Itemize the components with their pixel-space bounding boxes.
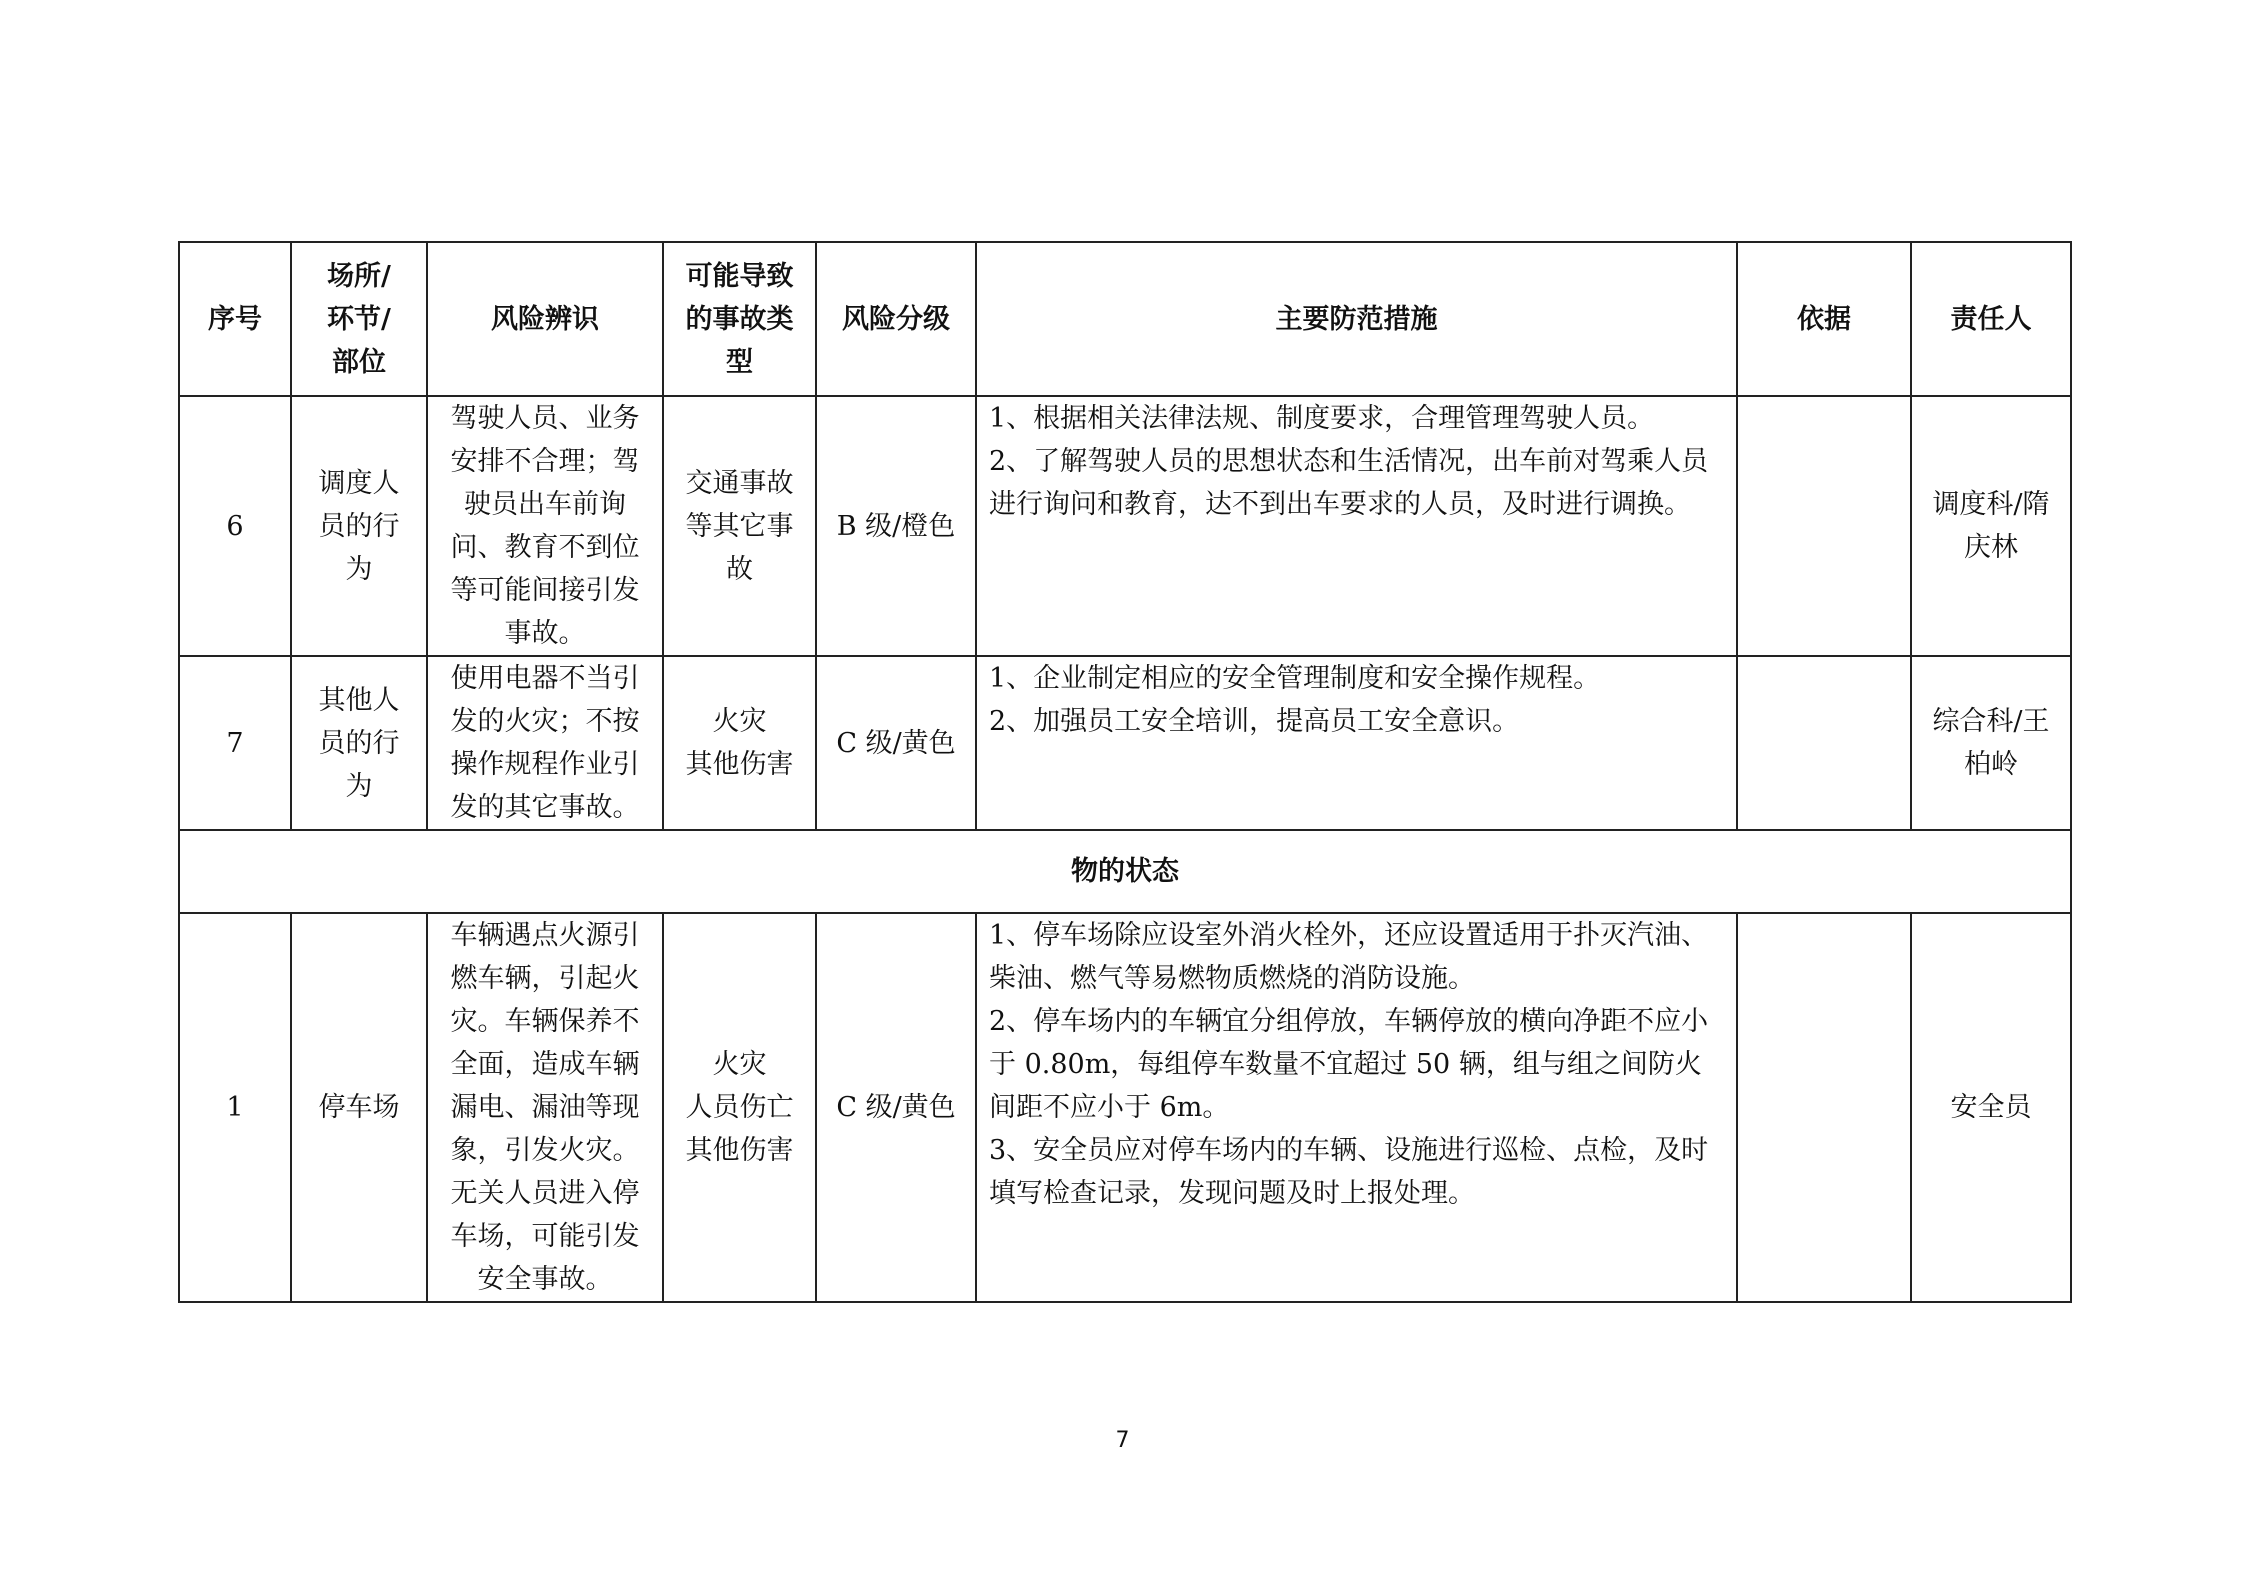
cell-basis bbox=[1737, 913, 1911, 1302]
cell-risk: 车辆遇点火源引 燃车辆，引起火 灾。车辆保养不 全面，造成车辆 漏电、漏油等现 象，引发火灾。 无关人员进入停 车场，可能引发 安全事故。 bbox=[427, 913, 663, 1302]
risk-table bbox=[178, 241, 2072, 1303]
cell-accident: 交通事故 等其它事 故 bbox=[663, 396, 816, 656]
table-row bbox=[179, 913, 2071, 1302]
cell-seq: 6 bbox=[179, 396, 291, 656]
cell-level: C 级/黄色 bbox=[816, 913, 976, 1302]
header-accident: 可能导致 的事故类 型 bbox=[663, 242, 816, 396]
header-seq: 序号 bbox=[179, 242, 291, 396]
header-basis: 依据 bbox=[1737, 242, 1911, 396]
section-title: 物的状态 bbox=[179, 830, 2071, 913]
cell-level: C 级/黄色 bbox=[816, 656, 976, 830]
header-measures: 主要防范措施 bbox=[976, 242, 1737, 396]
cell-seq: 7 bbox=[179, 656, 291, 830]
cell-location: 停车场 bbox=[291, 913, 427, 1302]
cell-measures: 1、停车场除应设室外消火栓外，还应设置适用于扑灭汽油、柴油、燃气等易燃物质燃烧的消防设施。 2、停车场内的车辆宜分组停放，车辆停放的横向净距不应小于 0.80m，每组停车数量不宜超过 50 辆，组与组之间防火间距不应小于 6m。 3、安全员应对停车场内的车辆、设施进行巡检、点检，及时填写检查记录，发现问题及时上报处理。 bbox=[976, 913, 1737, 1302]
page-number: 7 bbox=[1115, 1428, 1130, 1453]
cell-level: B 级/橙色 bbox=[816, 396, 976, 656]
cell-basis bbox=[1737, 656, 1911, 830]
cell-location: 调度人 员的行 为 bbox=[291, 396, 427, 656]
cell-person: 综合科/王 柏岭 bbox=[1911, 656, 2071, 830]
cell-location: 其他人 员的行 为 bbox=[291, 656, 427, 830]
cell-seq: 1 bbox=[179, 913, 291, 1302]
cell-risk: 驾驶人员、业务 安排不合理；驾 驶员出车前询 问、教育不到位 等可能间接引发 事故。 bbox=[427, 396, 663, 656]
header-level: 风险分级 bbox=[816, 242, 976, 396]
cell-measures: 1、根据相关法律法规、制度要求，合理管理驾驶人员。 2、了解驾驶人员的思想状态和生活情况，出车前对驾乘人员进行询问和教育，达不到出车要求的人员，及时进行调换。 bbox=[976, 396, 1737, 656]
cell-accident: 火灾 人员伤亡 其他伤害 bbox=[663, 913, 816, 1302]
table-row bbox=[179, 656, 2071, 830]
cell-basis bbox=[1737, 396, 1911, 656]
cell-person: 安全员 bbox=[1911, 913, 2071, 1302]
cell-accident: 火灾 其他伤害 bbox=[663, 656, 816, 830]
table-row bbox=[179, 396, 2071, 656]
header-row bbox=[179, 242, 2071, 396]
cell-person: 调度科/隋 庆林 bbox=[1911, 396, 2071, 656]
cell-risk: 使用电器不当引 发的火灾；不按 操作规程作业引 发的其它事故。 bbox=[427, 656, 663, 830]
header-person: 责任人 bbox=[1911, 242, 2071, 396]
cell-measures: 1、企业制定相应的安全管理制度和安全操作规程。 2、加强员工安全培训，提高员工安全意识。 bbox=[976, 656, 1737, 830]
header-risk: 风险辨识 bbox=[427, 242, 663, 396]
header-location: 场所/ 环节/ 部位 bbox=[291, 242, 427, 396]
section-row bbox=[179, 830, 2071, 913]
